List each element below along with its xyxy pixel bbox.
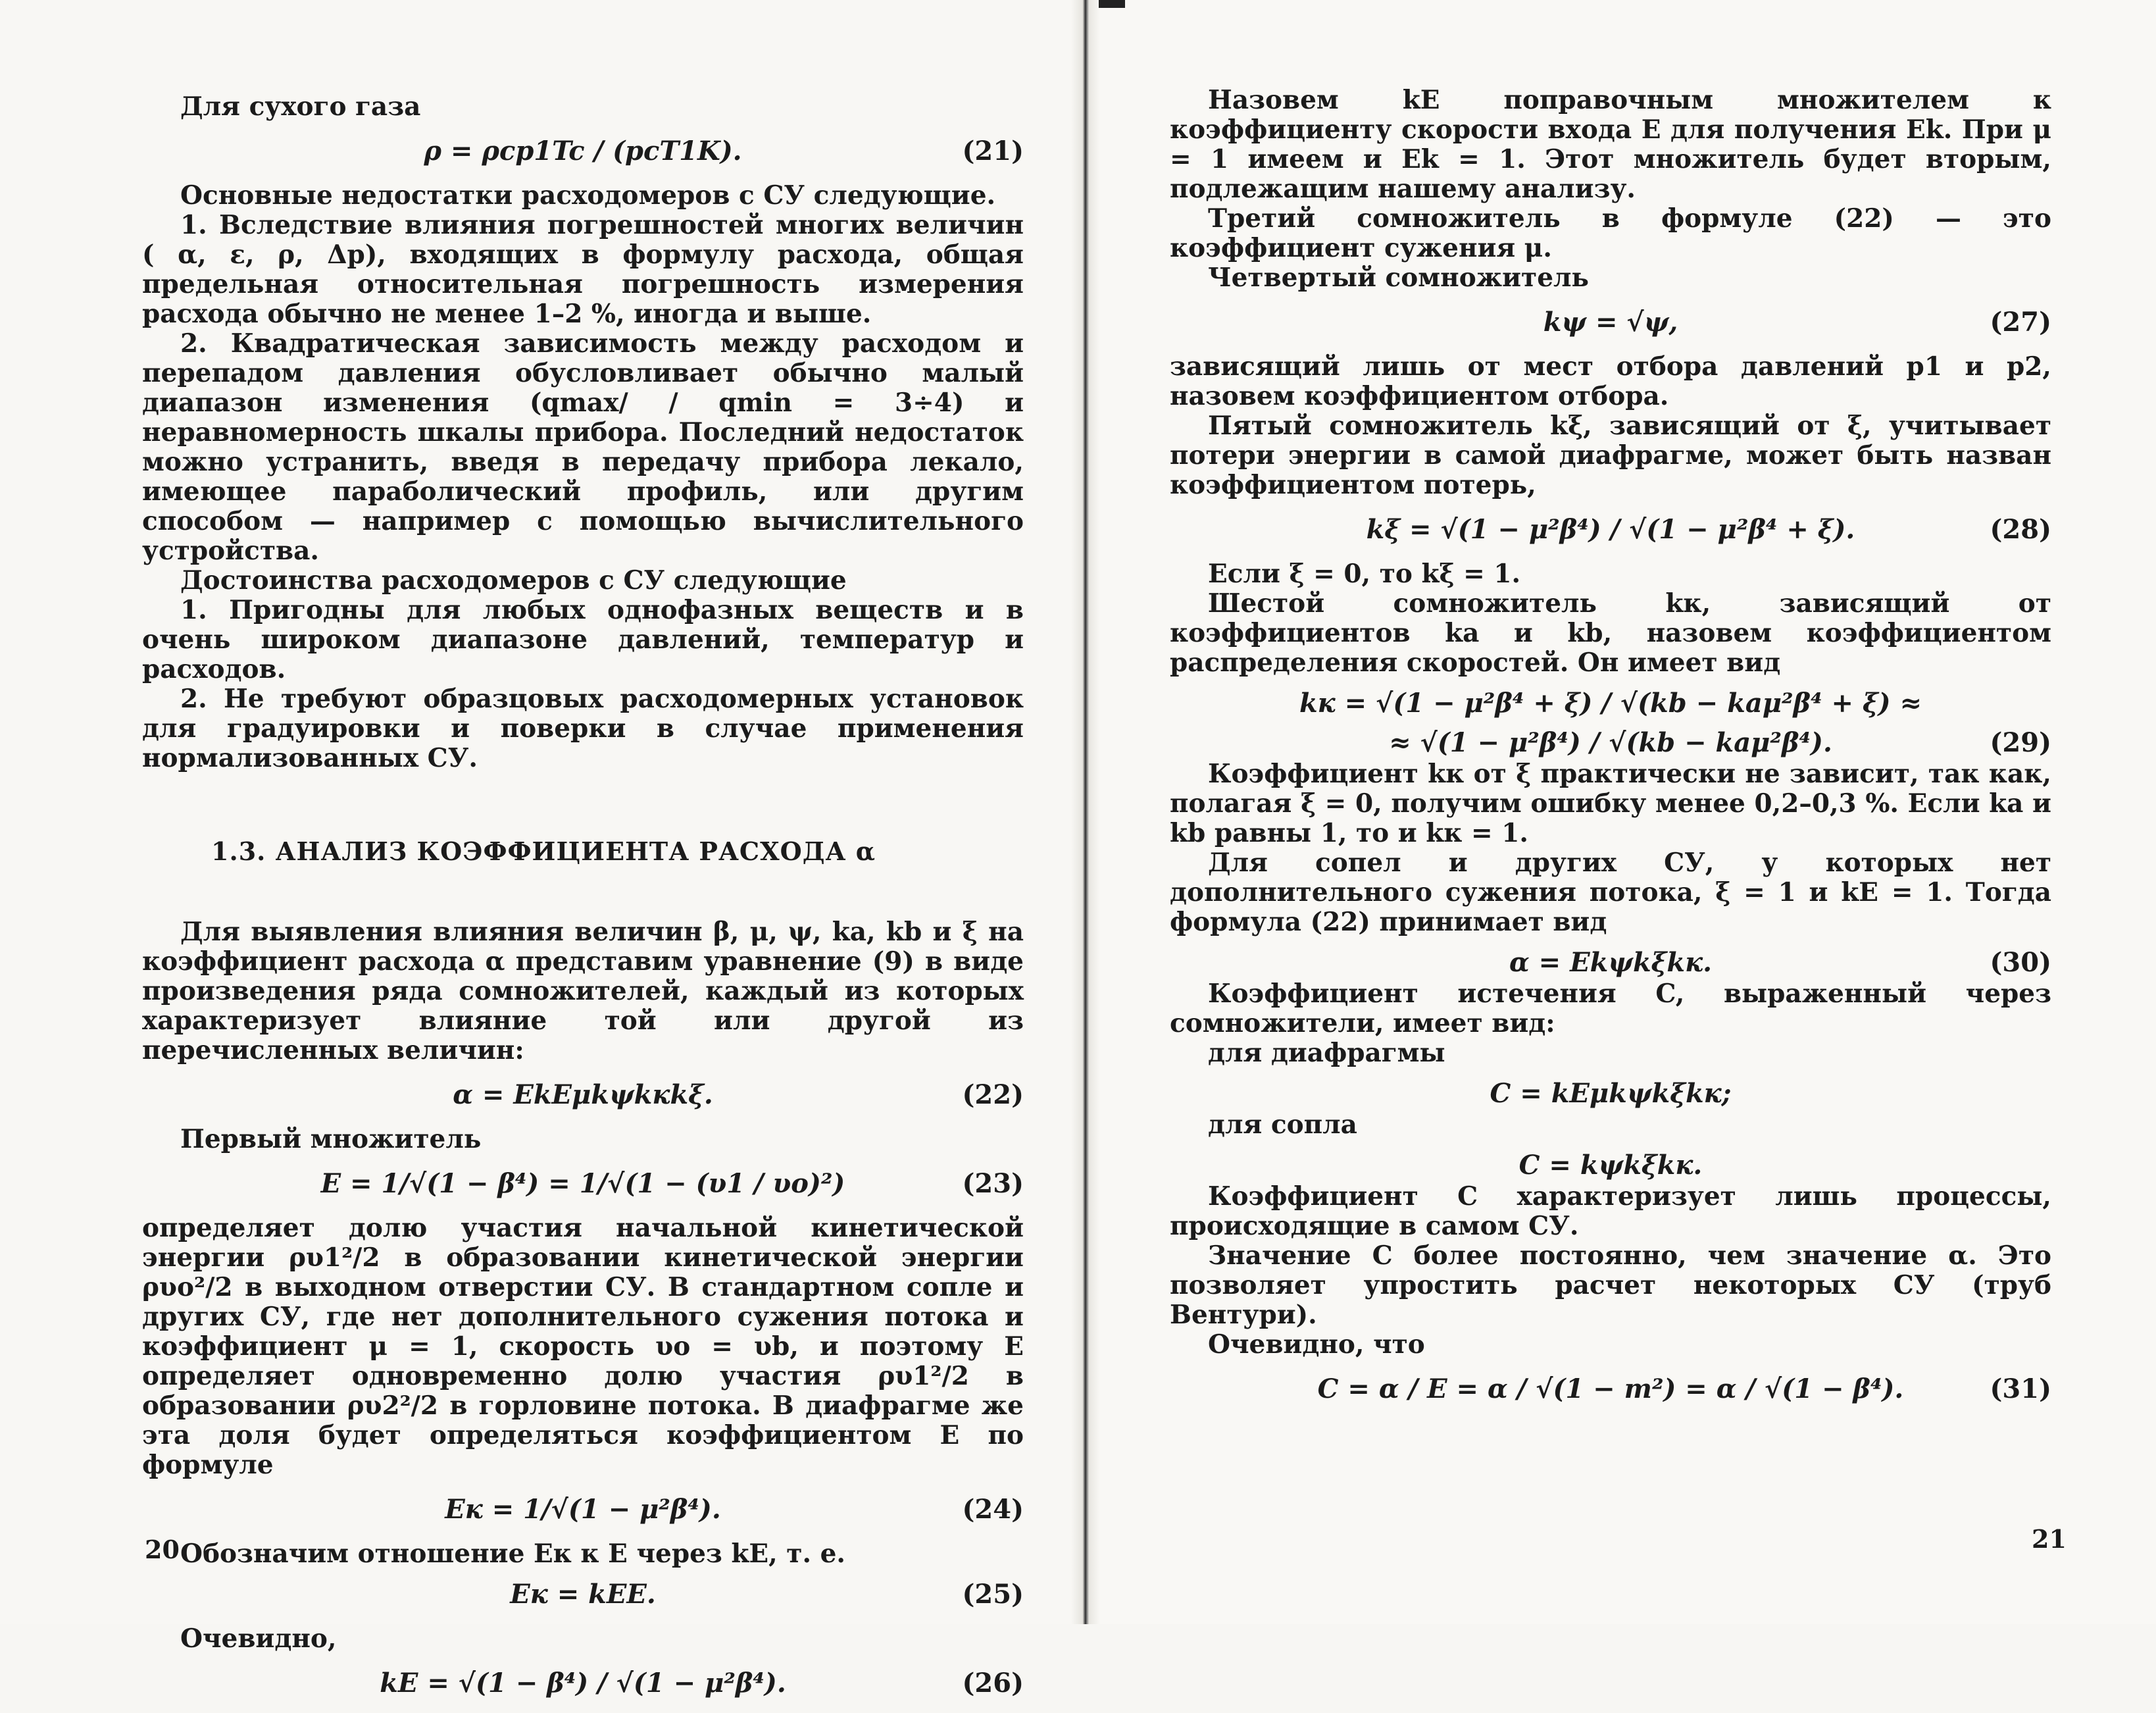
equation-26-number: (26) — [962, 1668, 1024, 1699]
paragraph: Первый множитель — [180, 1124, 482, 1154]
paragraph: Шестой сомножитель kк, зависящий от коэффициентов ka и kb, назовем коэффициентом распределения скоростей. Он имеет вид — [1170, 588, 2051, 678]
equation-21 — [142, 128, 1024, 174]
paragraph: Назовем kE поправочным множителем к коэффициенту скорости входа E для получения Ek. При μ = 1 имеем и Ek = 1. Этот множитель будет вторым, подлежащим нашему анализу. — [1170, 85, 2051, 204]
intro-line: Для сухого газа — [180, 91, 421, 122]
paragraph: для сопла — [1208, 1110, 1357, 1140]
equation-27-expr: kψ = √ψ, — [1543, 307, 1678, 338]
equation-29b-expr: ≈ √(1 − μ²β⁴) / √(kb − kaμ²β⁴). — [1389, 727, 1832, 758]
paragraph: Коэффициент kк от ξ практически не зависит, так как, полагая ξ = 0, получим ошибку менее 0,2–0,3 %. Если ka и kb равны 1, то и kк = 1. — [1170, 759, 2051, 848]
binding-mark — [1099, 0, 1125, 8]
equation-26-expr: kE = √(1 − β⁴) / √(1 − μ²β⁴). — [380, 1668, 786, 1699]
left-page — [0, 0, 1086, 1699]
paragraph: Основные недостатки расходомеров с СУ следующие. — [180, 180, 996, 211]
paragraph: Значение C более постоянно, чем значение α. Это позволяет упростить расчет некоторых СУ (труб Вентури). — [1170, 1240, 2051, 1330]
equation-25-expr: Eк = kEE. — [510, 1579, 656, 1610]
equation-28-number: (28) — [1990, 514, 2051, 545]
equation-24 — [142, 1487, 1024, 1533]
equation-22-expr: α = EkEμkψkкkξ. — [453, 1079, 713, 1110]
paragraph: 2. Квадратическая зависимость между расходом и перепадом давления обусловливает обычно малый диапазон изменения (qmax/ / qmin = 3÷4) и неравномерность шкалы прибора. Последний недостаток можно устранить, введя в передачу прибора лекало, имеющее параболический профиль, или другим способом — например с помощью вычислительного устройства. — [142, 328, 1024, 566]
paragraph: зависящий лишь от мест отбора давлений p1 и p2, назовем коэффициентом отбора. — [1170, 351, 2051, 411]
equation-27-number: (27) — [1990, 307, 2051, 338]
equation-c-nozzle-expr: C = kψkξkк. — [1518, 1150, 1703, 1181]
equation-31 — [1170, 1366, 2051, 1412]
equation-29a-expr: kк = √(1 − μ²β⁴ + ξ) / √(kb − kaμ²β⁴ + ξ) ≈ — [1299, 688, 1922, 719]
equation-28-expr: kξ = √(1 − μ²β⁴) / √(1 − μ²β⁴ + ξ). — [1366, 514, 1855, 545]
equation-c-nozzle — [1170, 1142, 2051, 1179]
paragraph: Очевидно, — [180, 1624, 337, 1654]
equation-31-number: (31) — [1990, 1373, 2051, 1404]
paragraph: Для выявления влияния величин β, μ, ψ, ka, kb и ξ на коэффициент расхода α представим уравнение (9) в виде произведения ряда сомножителей, каждый из которых характеризует влияние той или другой из перечисленных величин: — [142, 917, 1024, 1065]
right-page — [1086, 0, 2156, 1624]
equation-c-diaphragm-expr: C = kEμkψkξkк; — [1490, 1078, 1732, 1109]
equation-27 — [1170, 299, 2051, 345]
paragraph: Четвертый сомножитель — [1208, 263, 1589, 293]
paragraph: Для сопел и других СУ, у которых нет дополнительного сужения потока, ξ = 1 и kE = 1. Тогда формула (22) принимает вид — [1170, 848, 2051, 937]
paragraph: 1. Пригодны для любых однофазных веществ и в очень широком диапазоне давлений, температур и расходов. — [142, 595, 1024, 684]
book-gutter — [1071, 0, 1100, 1624]
paragraph: Третий сомножитель в формуле (22) — это коэффициент сужения μ. — [1170, 203, 2051, 263]
equation-22-number: (22) — [962, 1079, 1024, 1110]
equation-30-expr: α = Ekψkξkк. — [1509, 947, 1713, 978]
paragraph: Коэффициент истечения C, выраженный через сомножители, имеет вид: — [1170, 979, 2051, 1038]
equation-24-number: (24) — [962, 1494, 1024, 1525]
paragraph: Если ξ = 0, то kξ = 1. — [1208, 559, 1521, 589]
equation-25 — [142, 1572, 1024, 1608]
equation-29-line-1 — [1170, 680, 2051, 717]
equation-21-number: (21) — [962, 136, 1024, 166]
equation-29-line-2 — [1170, 720, 2051, 757]
paragraph: для диафрагмы — [1208, 1038, 1445, 1068]
paragraph: Достоинства расходомеров с СУ следующие — [180, 565, 847, 596]
equation-29-number: (29) — [1990, 727, 2051, 758]
page-number: 20 — [145, 1535, 180, 1564]
equation-28 — [1170, 507, 2051, 553]
equation-21-expr: ρ = ρcp1Tc / (pcT1K). — [424, 136, 742, 166]
equation-26 — [142, 1660, 1024, 1706]
equation-25-number: (25) — [962, 1579, 1024, 1610]
page-number: 21 — [2032, 1524, 2067, 1554]
paragraph: определяет долю участия начальной кинетической энергии ρυ1²/2 в образовании кинетической энергии ρυo²/2 в выходном отверстии СУ. В стандартном сопле и других СУ, где нет дополнительного сужения потока и коэффициент μ = 1, скорость υo = υb, и поэтому E определяет одновременно долю участия ρυ1²/2 в образовании ρυ2²/2 в горловине потока. В диафрагме же эта доля будет определяться коэффициентом E по формуле — [142, 1213, 1024, 1480]
paragraph: Пятый сомножитель kξ, зависящий от ξ, учитывает потери энергии в самой диафрагме, может быть назван коэффициентом потерь, — [1170, 411, 2051, 500]
equation-30 — [1170, 940, 2051, 977]
equation-30-number: (30) — [1990, 947, 2051, 978]
paragraph: Обозначим отношение Eк к E через kE, т. е. — [180, 1539, 845, 1569]
right-page-content — [1170, 86, 2051, 1419]
section-heading: 1.3. АНАЛИЗ КОЭФФИЦИЕНТА РАСХОДА α — [211, 836, 876, 866]
equation-23-number: (23) — [962, 1168, 1024, 1199]
equation-c-diaphragm — [1170, 1071, 2051, 1108]
left-page-content — [142, 92, 1024, 1713]
equation-23-expr: E = 1/√(1 − β⁴) = 1/√(1 − (υ1 / υo)²) — [320, 1168, 845, 1199]
equation-31-expr: C = α / E = α / √(1 − m²) = α / √(1 − β⁴). — [1317, 1373, 1904, 1404]
equation-23 — [142, 1161, 1024, 1207]
equation-22 — [142, 1072, 1024, 1118]
paragraph: Очевидно, что — [1208, 1329, 1425, 1360]
paragraph: Коэффициент C характеризует лишь процессы, происходящие в самом СУ. — [1170, 1181, 2051, 1241]
paragraph: 1. Вследствие влияния погрешностей многих величин ( α, ε, ρ, Δp), входящих в формулу расхода, общая предельная относительная погрешность измерения расхода обычно не менее 1–2 %, иногда и выше. — [142, 210, 1024, 329]
equation-24-expr: Eк = 1/√(1 − μ²β⁴). — [445, 1494, 721, 1525]
paragraph: 2. Не требуют образцовых расходомерных установок для градуировки и поверки в случае применения нормализованных СУ. — [142, 684, 1024, 773]
